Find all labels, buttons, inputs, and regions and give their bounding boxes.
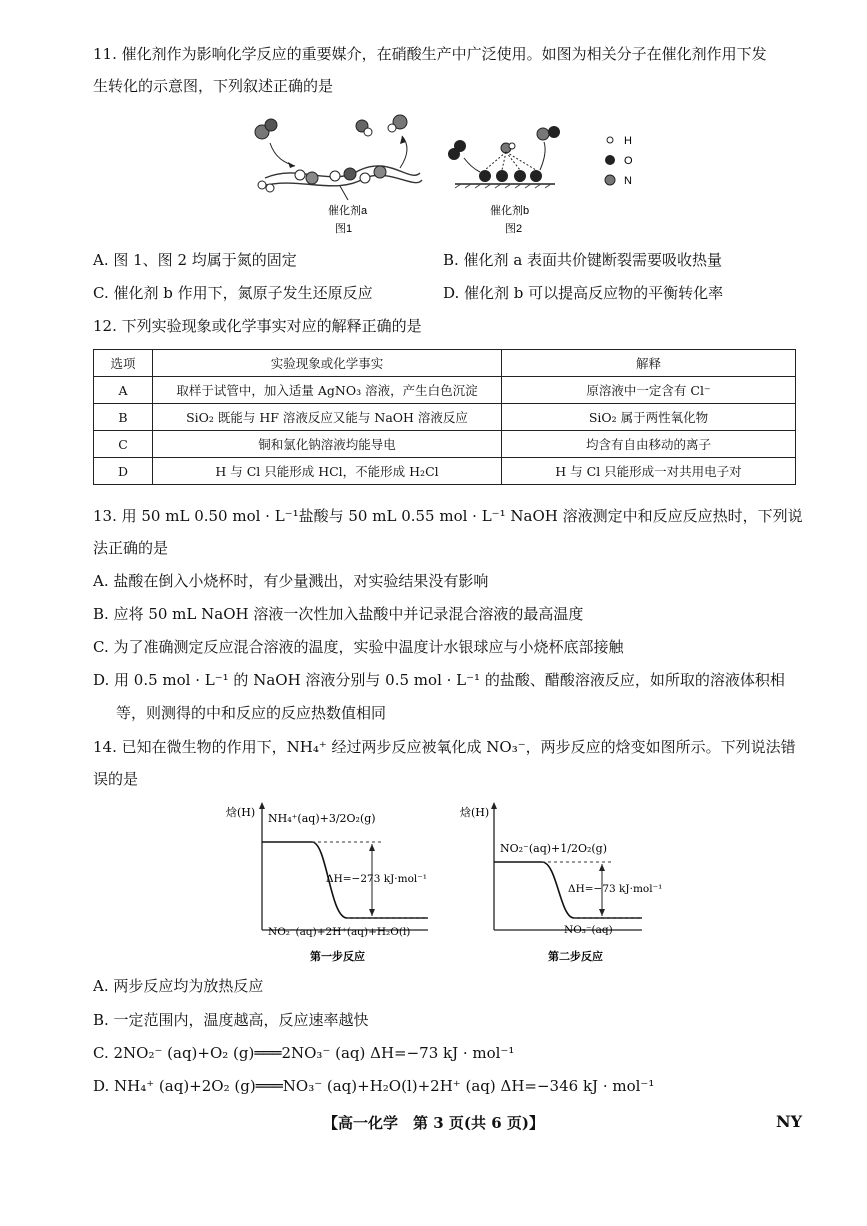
table-row [94,431,796,458]
cell-option: B [94,404,153,431]
q13-stem-line2: 法正确的是 [93,539,169,557]
legend-n: N [624,175,632,187]
cell-explanation: H 与 Cl 只能形成一对共用电子对 [502,458,796,485]
cell-explanation: 原溶液中一定含有 Cl⁻ [502,377,796,404]
corner-code: NY [776,1112,803,1131]
g2-dh-label: ΔH=−73 kJ·mol⁻¹ [568,883,663,895]
table-header-row [94,350,796,377]
cell-explanation: 均含有自由移动的离子 [502,431,796,458]
fig2-catalyst-label: 催化剂b [490,205,530,217]
q12-table [93,349,796,485]
table-row [94,458,796,485]
fig1-catalyst-label: 催化剂a [328,205,368,217]
fig1-title: 图1 [335,223,353,235]
graph-step2 [491,802,642,930]
cell-option: A [94,377,153,404]
q11-stem-line1: 11. 催化剂作为影响化学反应的重要媒介，在硝酸生产中广泛使用。如图为相关分子在催化剂作用下发 [93,45,767,63]
cell-fact: 铜和氯化钠溶液均能导电 [153,431,502,458]
header-option: 选项 [94,350,153,377]
q14-stem-line1: 14. 已知在微生物的作用下，NH₄⁺ 经过两步反应被氧化成 NO₃⁻，两步反应的焓变如图所示。下列说法错 [93,738,796,756]
figure1-catalyst-a [255,115,422,200]
q14-enthalpy-diagrams [222,798,682,970]
legend-o: O [624,155,633,167]
g1-title: 第一步反应 [310,950,365,963]
g2-top-label: NO₂⁻(aq)+1/2O₂(g) [500,842,608,855]
q14-option-b: B. 一定范围内，温度越高，反应速率越快 [93,1011,369,1029]
q11-option-c: C. 催化剂 b 作用下，氮原子发生还原反应 [93,284,373,302]
cell-explanation: SiO₂ 属于两性氧化物 [502,404,796,431]
cell-fact: SiO₂ 既能与 HF 溶液反应又能与 NaOH 溶液反应 [153,404,502,431]
cell-fact: 取样于试管中，加入适量 AgNO₃ 溶液，产生白色沉淀 [153,377,502,404]
q11-stem-line2: 生转化的示意图，下列叙述正确的是 [93,77,334,95]
q13-option-d-line2: 等，则测得的中和反应的反应热数值相同 [116,704,387,722]
table-row [94,404,796,431]
fig2-title: 图2 [505,223,523,235]
g1-dh-label: ΔH=−273 kJ·mol⁻¹ [326,873,428,885]
q13-option-b: B. 应将 50 mL NaOH 溶液一次性加入盐酸中并记录混合溶液的最高温度 [93,605,584,623]
q12-stem: 12. 下列实验现象或化学事实对应的解释正确的是 [93,317,422,335]
q14-option-d: D. NH₄⁺ (aq)+2O₂ (g)═══NO₃⁻ (aq)+H₂O(l)+2H⁺ (aq) ΔH=−346 kJ · mol⁻¹ [93,1077,655,1095]
q13-stem-line1: 13. 用 50 mL 0.50 mol · L⁻¹盐酸与 50 mL 0.55 mol · L⁻¹ NaOH 溶液测定中和反应反应热时，下列说 [93,507,803,525]
legend [605,135,633,187]
g2-bottom-label: NO₃⁻(aq) [564,924,613,936]
g1-top-label: NH₄⁺(aq)+3/2O₂(g) [268,812,376,825]
figure2-catalyst-b [448,126,560,188]
q11-option-d: D. 催化剂 b 可以提高反应物的平衡转化率 [443,284,724,302]
q13-option-a: A. 盐酸在倒入小烧杯时，有少量溅出，对实验结果没有影响 [93,572,489,590]
q14-option-a: A. 两步反应均为放热反应 [93,977,264,995]
q11-option-a: A. 图 1、图 2 均属于氮的固定 [93,251,297,269]
g2-title: 第二步反应 [548,950,603,963]
table-row [94,377,796,404]
cell-fact: H 与 Cl 只能形成 HCl，不能形成 H₂Cl [153,458,502,485]
cell-option: D [94,458,153,485]
g2-ylabel: 焓(H) [460,806,490,819]
cell-option: C [94,431,153,458]
header-explanation: 解释 [502,350,796,377]
q14-option-c: C. 2NO₂⁻ (aq)+O₂ (g)═══2NO₃⁻ (aq) ΔH=−73 kJ · mol⁻¹ [93,1044,515,1062]
q11-figure [240,108,660,238]
header-fact: 实验现象或化学事实 [153,350,502,377]
legend-h: H [624,135,632,147]
page-footer: 【高一化学 第 3 页(共 6 页)】 [323,1114,544,1132]
g1-ylabel: 焓(H) [226,806,256,819]
q13-option-d-line1: D. 用 0.5 mol · L⁻¹ 的 NaOH 溶液分别与 0.5 mol · L⁻¹ 的盐酸、醋酸溶液反应，如所取的溶液体积相 [93,671,785,689]
q13-option-c: C. 为了准确测定反应混合溶液的温度，实验中温度计水银球应与小烧杯底部接触 [93,638,624,656]
q11-option-b: B. 催化剂 a 表面共价键断裂需要吸收热量 [443,251,723,269]
g1-bottom-label: NO₂⁻(aq)+2H⁺(aq)+H₂O(l) [268,926,411,938]
q14-stem-line2: 误的是 [93,770,139,788]
